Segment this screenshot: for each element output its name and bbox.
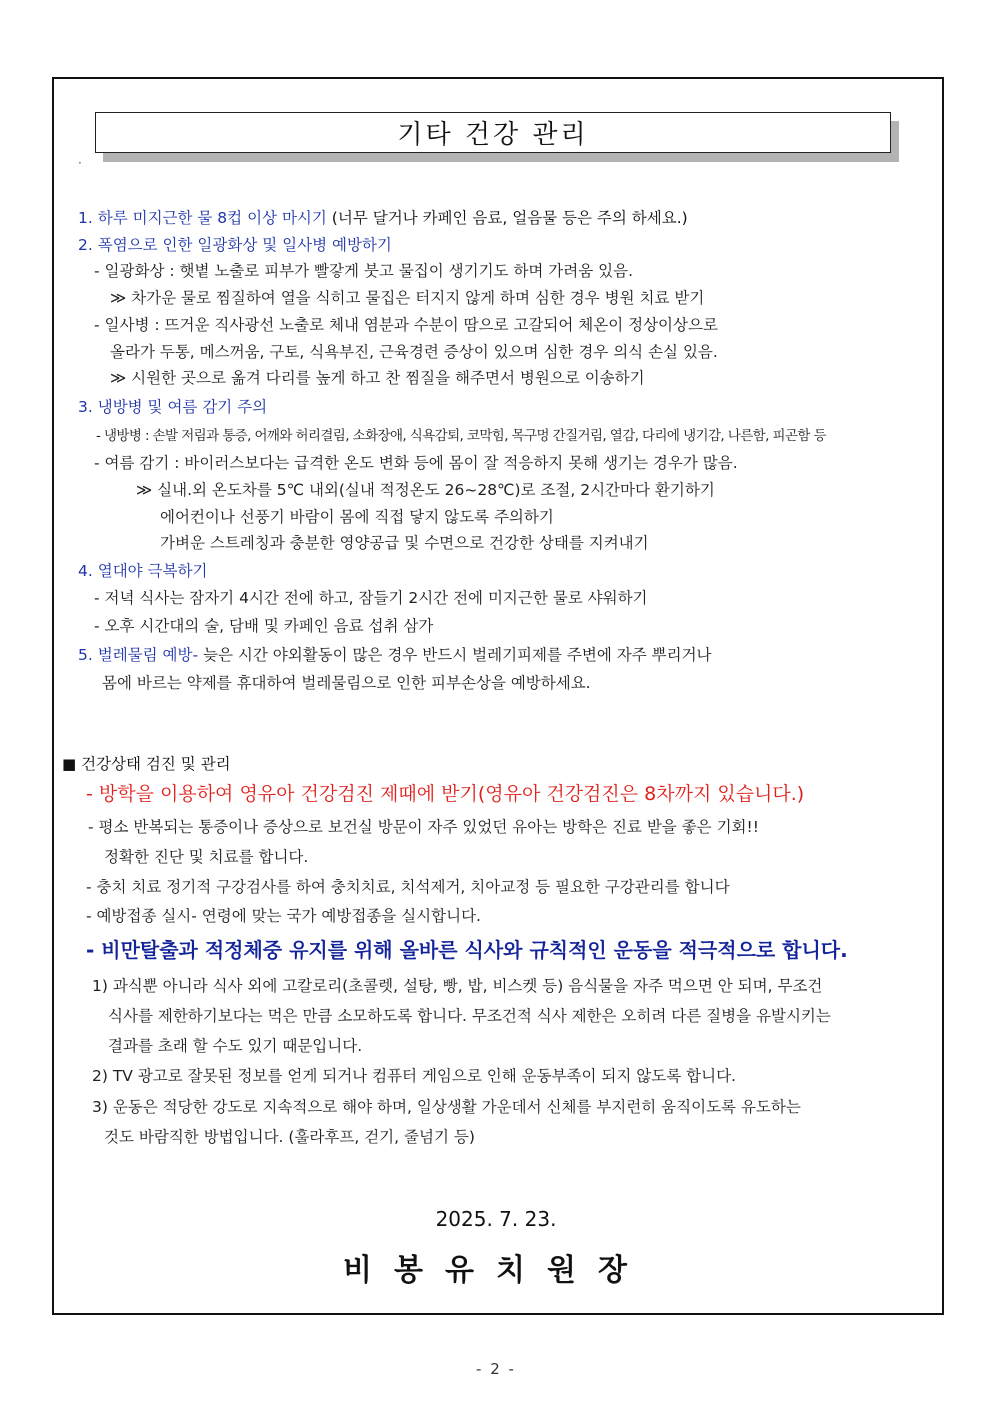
section-1 [78, 208, 688, 228]
checkup-heading-row [62, 754, 231, 774]
page-title: 기타 건강 관리 [95, 112, 891, 153]
section-2-line: ≫ 시원한 곳으로 옮겨 다리를 높게 하고 찬 찜질을 해주면서 병원으로 이송하기 [110, 369, 645, 387]
checkup-highlight-red: - 방학을 이용하여 영유아 건강검진 제때에 받기(영유아 건강검진은 8차까지 있습니다.) [86, 783, 805, 805]
checkup-numbered-line: 식사를 제한하기보다는 먹은 만큼 소모하도록 합니다. 무조건적 식사 제한은 오히려 다른 질병을 유발시키는 [108, 1007, 831, 1025]
checkup-numbered-line: 3) 운동은 적당한 강도로 지속적으로 해야 하며, 일상생활 가운데서 신체를 부지런히 움직이도록 유도하는 [92, 1098, 801, 1116]
section-5 [78, 645, 712, 665]
checkup-line: 정확한 진단 및 치료를 합니다. [104, 848, 309, 866]
checkup-numbered-line: 것도 바람직한 방법입니다. (훌라후프, 걷기, 줄넘기 등) [104, 1128, 475, 1146]
square-bullet-icon: ■ [62, 755, 77, 773]
section-1-note: (너무 달거나 카페인 음료, 얼음물 등은 주의 하세요.) [326, 209, 688, 227]
section-4-line: - 저녁 식사는 잠자기 4시간 전에 하고, 잠들기 2시간 전에 미지근한 물로 샤워하기 [94, 589, 648, 607]
checkup-line: - 평소 반복되는 통증이나 증상으로 보건실 방문이 자주 있었던 유아는 방학은 진료 받을 좋은 기회!! [88, 818, 759, 836]
section-5-text: 늦은 시간 야외활동이 많은 경우 반드시 벌레기피제를 주변에 자주 뿌리거나 [198, 646, 712, 664]
section-3-line: 에어컨이나 선풍기 바람이 몸에 직접 닿지 않도록 주의하기 [160, 508, 554, 526]
document-date: 2025. 7. 23. [435, 1207, 557, 1231]
section-3-line: ≫ 실내.외 온도차를 5℃ 내외(실내 적정온도 26~28℃)로 조절, 2시간마다 환기하기 [136, 481, 715, 499]
section-1-num: 1. [78, 209, 98, 227]
section-3-line: - 냉방병 : 손발 저림과 통증, 어깨와 허리결림, 소화장애, 식욕감퇴, 코막힘, 목구멍 간질거림, 열감, 다리에 냉기감, 나른함, 피곤함 등 [96, 428, 826, 444]
section-4-heading: 4. 열대야 극복하기 [78, 562, 208, 580]
section-5-line: 몸에 바르는 약제를 휴대하여 벌레물림으로 인한 피부손상을 예방하세요. [102, 674, 591, 692]
section-3-line: - 여름 감기 : 바이러스보다는 급격한 온도 변화 등에 몸이 잘 적응하지 못해 생기는 경우가 많음. [94, 454, 738, 472]
section-2-line: ≫ 차가운 물로 찜질하여 열을 식히고 물집은 터지지 않게 하며 심한 경우 병원 치료 받기 [110, 289, 705, 307]
section-5-heading: 5. 벌레물림 예방- [78, 646, 199, 664]
section-1-heading: 하루 미지근한 물 8컵 이상 마시기 [97, 209, 327, 227]
checkup-line: - 충치 치료 정기적 구강검사를 하여 충치치료, 치석제거, 치아교정 등 필요한 구강관리를 합니다 [86, 878, 730, 896]
checkup-numbered-line: 결과를 초래 할 수도 있기 때문입니다. [108, 1037, 363, 1055]
section-2-line: 올라가 두통, 메스꺼움, 구토, 식욕부진, 근육경련 증상이 있으며 심한 경우 의식 손실 있음. [110, 343, 718, 361]
checkup-numbered-line: 2) TV 광고로 잘못된 정보를 얻게 되거나 컴퓨터 게임으로 인해 운동부족이 되지 않도록 합니다. [92, 1067, 736, 1085]
section-3-line: 가벼운 스트레칭과 충분한 영양공급 및 수면으로 건강한 상태를 지켜내기 [160, 534, 649, 552]
section-2-heading: 2. 폭염으로 인한 일광화상 및 일사병 예방하기 [78, 236, 392, 254]
checkup-heading: 건강상태 검진 및 관리 [76, 755, 231, 773]
page-number: - 2 - [476, 1360, 516, 1378]
section-3-heading: 3. 냉방병 및 여름 감기 주의 [78, 398, 268, 416]
stray-dot: · [78, 156, 82, 170]
checkup-line: - 예방접종 실시- 연령에 맞는 국가 예방접종을 실시합니다. [86, 907, 481, 925]
checkup-highlight-blue: - 비만탈출과 적정체중 유지를 위해 올바른 식사와 규칙적인 운동을 적극적으로 합니다. [86, 938, 848, 962]
section-4-line: - 오후 시간대의 술, 담배 및 카페인 음료 섭취 삼가 [94, 617, 434, 635]
checkup-numbered-line: 1) 과식뿐 아니라 식사 외에 고칼로리(초콜렛, 설탕, 빵, 밥, 비스켓 등) 음식물을 자주 먹으면 안 되며, 무조건 [92, 977, 823, 995]
section-2-line: - 일광화상 : 햇볕 노출로 피부가 빨갛게 붓고 물집이 생기기도 하며 가려움 있음. [94, 262, 634, 280]
signature-principal: 비봉유치원장 [343, 1253, 649, 1288]
section-2-line: - 일사병 : 뜨거운 직사광선 노출로 체내 염분과 수분이 땀으로 고갈되어 체온이 정상이상으로 [94, 316, 718, 334]
